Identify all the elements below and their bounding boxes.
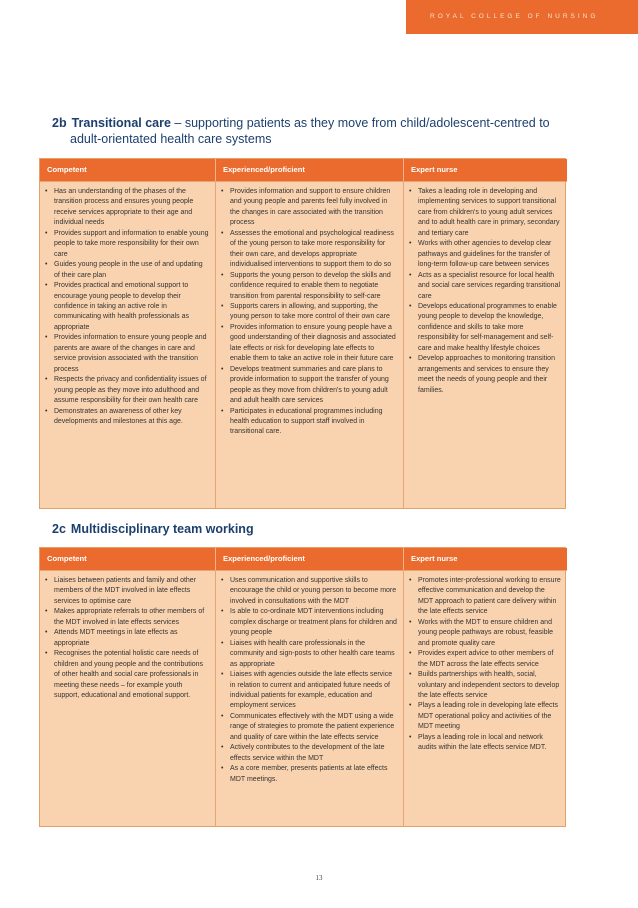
list-item: • Works with other agencies to develop clear pathways and guidelines for the transfer of long-term follow-up care between services [409,239,561,270]
bullet-list [45,576,209,701]
bullet-list [45,187,209,427]
list-item: • Demonstrates an awareness of other key developments and milestones at this age. [45,407,209,428]
list-item: • Actively contributes to the development of the late effects service within the MDT [221,743,397,764]
list-item: • Uses communication and supportive skills to encourage the child or young person to become more involved in consultations with the MDT [221,576,397,607]
column-body [40,181,215,508]
section-title-bold: Multidisciplinary team working [70,522,254,536]
section-title-bold: Transitional care [71,116,171,130]
list-item: • Attends MDT meetings in late effects as appropriate [45,628,209,649]
list-item: • Takes a leading role in developing and implementing services to support transitional care from children's to young adult services and to adult health care in primary, secondary and tertiary care [409,187,561,239]
list-item: • Works with the MDT to ensure children and young people pathways are robust, feasible and promote quality care [409,618,561,649]
bullet-list [221,576,397,785]
section-number: 2b [52,116,67,130]
section-title-2b [52,116,550,147]
list-item: • Makes appropriate referrals to other members of the MDT involved in late effects services [45,607,209,628]
list-item: • Develops educational programmes to enable young people to develop the knowledge, confidence and skills to take more responsibility for self-management and self-care and make healthy lifestyle choices [409,302,561,354]
bullet-list [409,187,561,396]
list-item: • Supports the young person to develop the skills and confidence required to enable them to negotiate transition from parental responsibility to self-care [221,271,397,302]
bullet-list [221,187,397,438]
header-brand-bar [406,0,638,34]
list-item: • Liaises with health care professionals in the community and sign-posts to other health care teams as appropriate [221,639,397,670]
list-item: • Develop approaches to monitoring transition arrangements and services to ensure they meet the needs of young people and their families. [409,354,561,396]
list-item: • Provides expert advice to other members of the MDT across the late effects service [409,649,561,670]
column-body [215,570,403,826]
list-item: • Respects the privacy and confidentiality issues of young people as they move into adulthood and assume responsibility for their own health care [45,375,209,406]
list-item: • Is able to co-ordinate MDT interventions including complex discharge or treatment plans for children and young people [221,607,397,638]
section-title-rest: – supporting patients as they move from child/adolescent-centred to [170,116,550,130]
list-item: • Assesses the emotional and psychological readiness of the young person to take more responsibility for their own care, and develops appropriate individualised interventions to support them to do so [221,229,397,271]
list-item: • Communicates effectively with the MDT using a wide range of strategies to promote the patient experience and quality of care within the late effects service [221,712,397,743]
list-item: • Provides information to ensure young people and parents are aware of the changes in care and service provision associated with the transition process [45,333,209,375]
column-header: Competent [40,159,215,181]
column-body [40,570,215,826]
list-item: • As a core member, presents patients at late effects MDT meetings. [221,764,397,785]
list-item: • Develops treatment summaries and care plans to provide information to support the transfer of young people as they move from children's to young adult and adult health care services [221,365,397,407]
list-item: • Acts as a specialist resource for local health and social care services regarding transitional care [409,271,561,302]
list-item: • Participates in educational programmes including health education to support staff involved in transitional care. [221,407,397,438]
column-body [215,181,403,508]
list-item: • Builds partnerships with health, social, voluntary and independent sectors to develop the late effects service [409,670,561,701]
column-header: Expert nurse [403,159,567,181]
list-item: • Provides support and information to enable young people to take more responsibility for their own care [45,229,209,260]
page-number: 13 [315,874,323,882]
section-title-line2: adult-orientated health care systems [70,131,272,146]
brand-name: ROYAL COLLEGE OF NURSING [430,13,599,20]
column-header: Competent [40,548,215,570]
list-item: • Supports carers in allowing, and supporting, the young person to take more control of their own care [221,302,397,323]
list-item: • Has an understanding of the phases of the transition process and ensures young people receive services appropriate to their age and individual needs [45,187,209,229]
section-number: 2c [52,522,66,536]
list-item: • Provides information and support to ensure children and young people and parents feel fully involved in the changes in care associated with the transition process [221,187,397,229]
column-header: Experienced/proficient [215,548,403,570]
list-item: • Provides practical and emotional support to encourage young people to develop their confidence in taking an active role in communicating with health professionals as appropriate [45,281,209,333]
competency-table-2c [39,547,566,827]
bullet-list [409,576,561,754]
list-item: • Plays a leading role in developing late effects MDT operational policy and activities of the MDT meeting [409,701,561,732]
column-body [403,181,567,508]
list-item: • Provides information to ensure young people have a good understanding of their diagnosis and associated late effects or risk for developing late effects to enable them to take an active role in their future care [221,323,397,365]
column-header: Expert nurse [403,548,567,570]
list-item: • Promotes inter-professional working to ensure effective communication and develop the MDT approach to patient care delivery within the late effects service [409,576,561,618]
list-item: • Liaises between patients and family and other members of the MDT involved in late effects services to optimise care [45,576,209,607]
column-body [403,570,567,826]
competency-table-2b [39,158,566,509]
list-item: • Recognises the potential holistic care needs of children and young people and the contributions of other health and social care professionals in meeting these needs – for example youth support, educational and emotional support. [45,649,209,701]
list-item: • Guides young people in the use of and updating of their care plan [45,260,209,281]
list-item: • Plays a leading role in local and network audits within the late effects service MDT. [409,733,561,754]
column-header: Experienced/proficient [215,159,403,181]
list-item: • Liaises with agencies outside the late effects service in relation to current and anticipated future needs of individual patients for example, education and employment services [221,670,397,712]
section-title-2c [52,522,254,538]
